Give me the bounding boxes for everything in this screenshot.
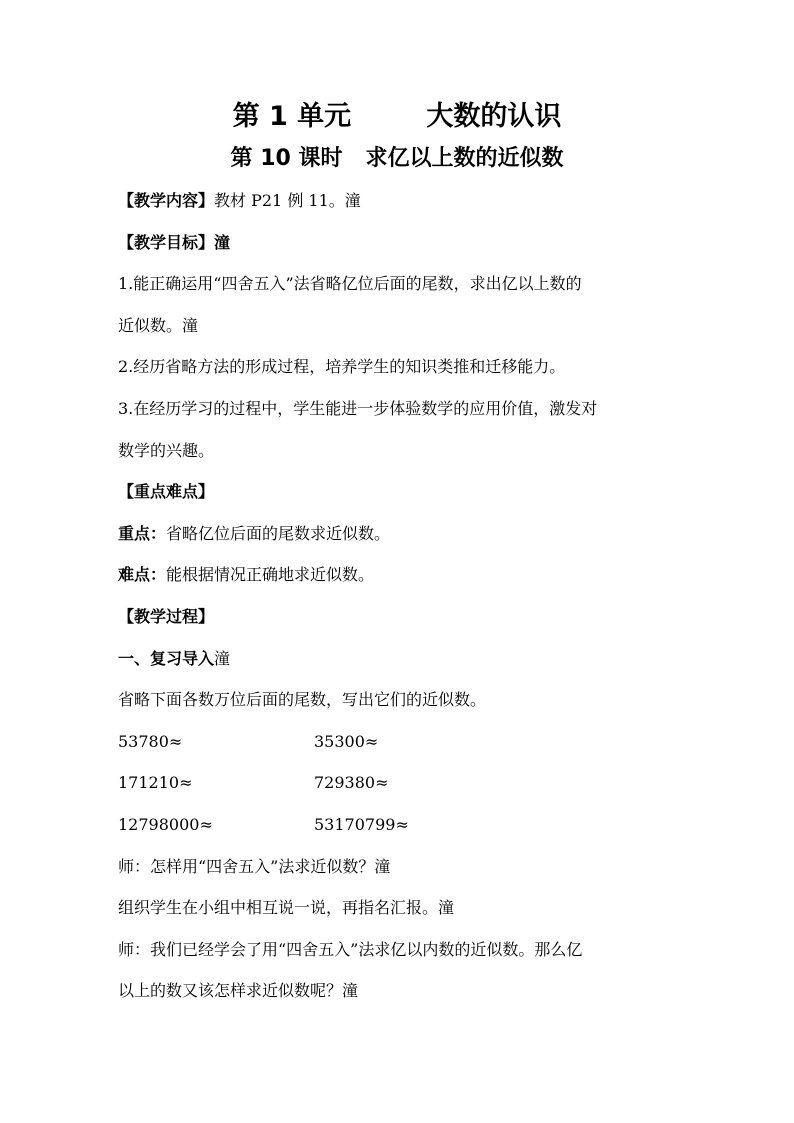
organize-text: 组织学生在小组中相互说一说，再指名汇报。: [118, 898, 439, 917]
process-heading: 【教学过程】: [118, 607, 215, 626]
difficulty-label: 难点：: [118, 565, 167, 584]
exercise-row: [118, 730, 688, 754]
focus-text: 省略亿位后面的尾数求近似数。: [166, 524, 391, 543]
mark-glyph: 潼: [438, 898, 455, 917]
organize-line: [118, 896, 688, 920]
teaching-content-text: 教材 P21 例 11。: [214, 191, 345, 210]
goal-text: 数学的兴趣。: [118, 441, 215, 460]
goal-text: 3.在经历学习的过程中，学生能进一步体验数学的应用价值，激发对: [118, 399, 598, 418]
goals-heading: 【教学目标】: [118, 233, 215, 252]
exercise-item: 12798000≈: [118, 815, 213, 834]
focus-line: [118, 522, 688, 546]
mark-glyph: 潼: [214, 649, 231, 668]
exercise-item: 35300≈: [314, 732, 379, 751]
mark-glyph: 潼: [182, 316, 199, 335]
section-heading-line: [118, 647, 688, 671]
goal-item: [118, 439, 688, 463]
difficulty-text: 能根据情况正确地求近似数。: [166, 565, 375, 584]
lesson-title: [0, 143, 794, 175]
teacher-statement: [118, 938, 688, 962]
goals-heading-line: [118, 231, 688, 255]
exercise-row: [118, 771, 688, 795]
exercise-item: 53780≈: [118, 732, 183, 751]
mark-glyph: 潼: [342, 981, 359, 1000]
goal-text: 近似数。: [118, 316, 183, 335]
goal-text: 2.经历省略方法的形成过程，培养学生的知识类推和迁移能力。: [118, 357, 566, 376]
difficulty-line: [118, 563, 688, 587]
focus-label: 重点：: [118, 524, 167, 543]
unit-name: 大数的认识: [426, 101, 562, 132]
exercise-row: [118, 813, 688, 837]
teaching-content-label: 【教学内容】: [118, 191, 215, 210]
exercise-item: 729380≈: [314, 773, 389, 792]
exercise-instruction: 省略下面各数万位后面的尾数，写出它们的近似数。: [118, 690, 487, 709]
teaching-content: [118, 189, 688, 213]
mark-glyph: 潼: [214, 233, 231, 252]
keypoints-heading: 【重点难点】: [118, 482, 215, 501]
teacher-question: [118, 855, 688, 879]
teacher-question-text: 师：怎样用“四舍五入”法求近似数？: [118, 857, 375, 876]
exercise-item: 171210≈: [118, 773, 193, 792]
unit-title: [0, 99, 794, 135]
lesson-name: 求亿以上数的近似数: [365, 146, 564, 171]
exercise-item: 53170799≈: [314, 815, 409, 834]
lesson-number: 第 10 课时: [230, 146, 343, 171]
teacher-statement-text: 师：我们已经学会了用“四舍五入”法求亿以内数的近似数。那么亿: [118, 940, 583, 959]
goal-text: 1.能正确运用“四舍五入”法省略亿位后面的尾数，求出亿以上数的: [118, 274, 582, 293]
mark-glyph: 潼: [344, 191, 361, 210]
goal-item: [118, 272, 688, 296]
teacher-statement: [118, 979, 688, 1003]
teacher-statement-text: 以上的数又该怎样求近似数呢？: [118, 981, 343, 1000]
goal-item: [118, 355, 688, 379]
goal-item: [118, 314, 688, 338]
section-heading: 一、复习导入: [118, 649, 215, 668]
goal-item: [118, 397, 688, 421]
unit-number: 第 1 单元: [232, 101, 352, 132]
mark-glyph: 潼: [374, 857, 391, 876]
